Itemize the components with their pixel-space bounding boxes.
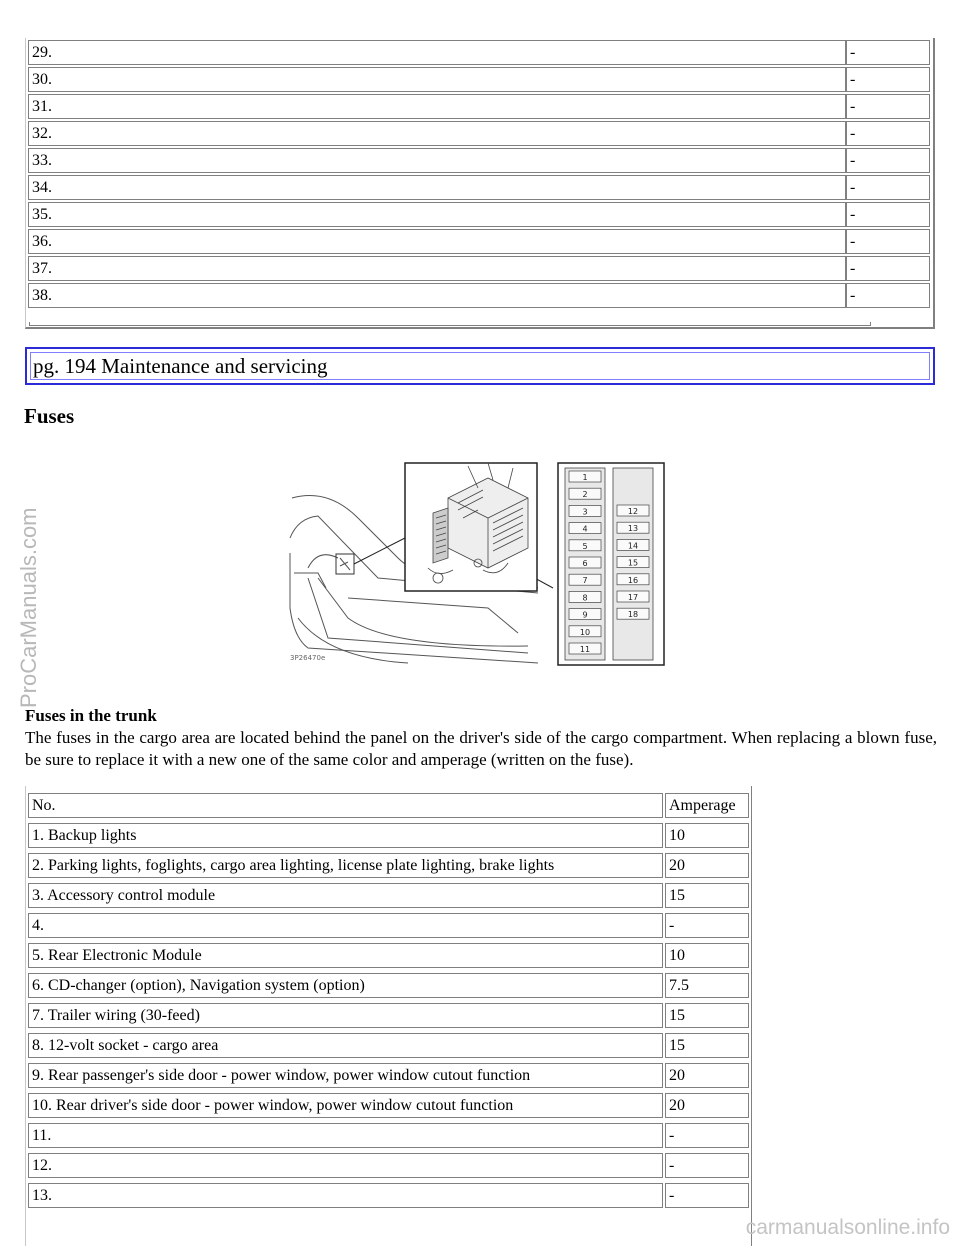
top-row-number: 33. [28,148,846,173]
fuse-table-row [28,1003,749,1028]
fuse-number: 7 [582,576,588,586]
fuse-table-row [28,973,749,998]
fuse-number: 8 [582,593,588,603]
callout-line-1 [354,538,405,564]
side-watermark: ProCarManuals.com [16,507,41,708]
fuse-amperage: 20 [665,853,749,878]
top-table-row [28,94,930,119]
fuse-amperage: 15 [665,883,749,908]
top-table-row [28,67,930,92]
top-row-number: 31. [28,94,846,119]
fuses-left-group [569,471,601,654]
caption-heading: Fuses in the trunk [25,706,157,725]
fuse-amperage: 15 [665,1033,749,1058]
top-row-amperage: - [846,202,930,227]
fuse-description: 10. Rear driver's side door - power window, power window cutout function [28,1093,663,1118]
fuse-number: 11 [579,645,591,654]
bottom-watermark: carmanualsonline.info [745,1216,950,1239]
top-fuse-table-container [25,38,935,329]
fuse-description: 12. [28,1153,663,1178]
fuse-description: 6. CD-changer (option), Navigation system (option) [28,973,663,998]
top-table-row [28,148,930,173]
fuse-table-row [28,943,749,968]
fuse-description: 5. Rear Electronic Module [28,943,663,968]
top-fuse-table [28,38,930,310]
top-row-number: 34. [28,175,846,200]
page-header-text: pg. 194 Maintenance and servicing [33,354,328,378]
fuse-description: 9. Rear passenger's side door - power window, power window cutout function [28,1063,663,1088]
top-table-row [28,175,930,200]
fuse-table-row [28,1033,749,1058]
top-row-number: 37. [28,256,846,281]
fuse-table [26,788,751,1213]
top-table-row [28,229,930,254]
fuse-table-row [28,823,749,848]
table-footer-rule [29,322,871,326]
fuse-number: 15 [627,558,639,568]
fuse-description: 8. 12-volt socket - cargo area [28,1033,663,1058]
section-title: Fuses [24,404,75,428]
top-table-row [28,121,930,146]
caption-text: The fuses in the cargo area are located behind the panel on the driver's side of the cargo compartment. When replacing a blown fuse, be sure to replace it with a new one of the same color and amperage (written on the fuse). [25,728,937,769]
top-row-amperage: - [846,175,930,200]
fuse-number: 17 [627,593,639,602]
top-row-amperage: - [846,283,930,308]
fuse-description: 2. Parking lights, foglights, cargo area lighting, license plate lighting, brake lights [28,853,663,878]
fuse-description: 13. [28,1183,663,1208]
top-row-amperage: - [846,121,930,146]
fuse-amperage: 15 [665,1003,749,1028]
fuse-table-row [28,1123,749,1148]
fuse-table-row [28,1063,749,1088]
fuse-table-container [25,786,752,1246]
top-row-number: 35. [28,202,846,227]
fuse-table-row [28,883,749,908]
header-amperage: Amperage [665,793,749,818]
fuse-table-row [28,1093,749,1118]
top-row-amperage: - [846,67,930,92]
fuse-number: 6 [582,559,588,568]
top-row-number: 36. [28,229,846,254]
top-row-number: 29. [28,40,846,65]
fuse-amperage: - [665,1123,749,1148]
fuse-amperage: 20 [665,1093,749,1118]
fuse-amperage: - [665,1183,749,1208]
fuse-description: 4. [28,913,663,938]
top-table-row [28,283,930,308]
top-row-amperage: - [846,40,930,65]
fuse-description: 7. Trailer wiring (30-feed) [28,1003,663,1028]
fuse-number: 5 [582,541,588,551]
top-row-amperage: - [846,148,930,173]
fuse-table-row [28,853,749,878]
fuse-number: 12 [627,507,639,516]
fuse-amperage: - [665,913,749,938]
top-row-number: 30. [28,67,846,92]
fuse-number: 2 [582,490,588,500]
fuse-number: 14 [627,541,639,551]
fuse-amperage: 10 [665,823,749,848]
fuse-amperage: 7.5 [665,973,749,998]
fuse-number: 18 [627,610,639,620]
top-table-row [28,256,930,281]
fuse-table-row [28,1183,749,1208]
header-no: No. [28,793,663,818]
top-row-number: 32. [28,121,846,146]
fuse-description: 3. Accessory control module [28,883,663,908]
top-row-amperage: - [846,94,930,119]
fuses-right-group [617,505,649,619]
top-table-row [28,202,930,227]
fuse-number: 1 [582,473,588,482]
fuse-description: 11. [28,1123,663,1148]
fuse-number: 9 [582,610,588,620]
fuse-amperage: 10 [665,943,749,968]
fuse-number: 4 [582,524,588,534]
page-header [25,347,935,385]
top-row-number: 38. [28,283,846,308]
fuse-table-header-row [28,793,749,818]
fuse-number: 10 [579,627,591,637]
fuse-table-row [28,913,749,938]
fuse-number: 3 [582,507,588,517]
top-row-amperage: - [846,229,930,254]
top-row-amperage: - [846,256,930,281]
fuse-amperage: 20 [665,1063,749,1088]
trunk-fuse-illustration [288,458,668,670]
fuse-number: 13 [627,524,639,534]
fuse-amperage: - [665,1153,749,1178]
fuse-description: 1. Backup lights [28,823,663,848]
top-table-row [28,40,930,65]
fuse-table-row [28,1153,749,1178]
figure-code: 3P26470e [290,654,326,662]
fuse-number: 16 [627,575,639,585]
